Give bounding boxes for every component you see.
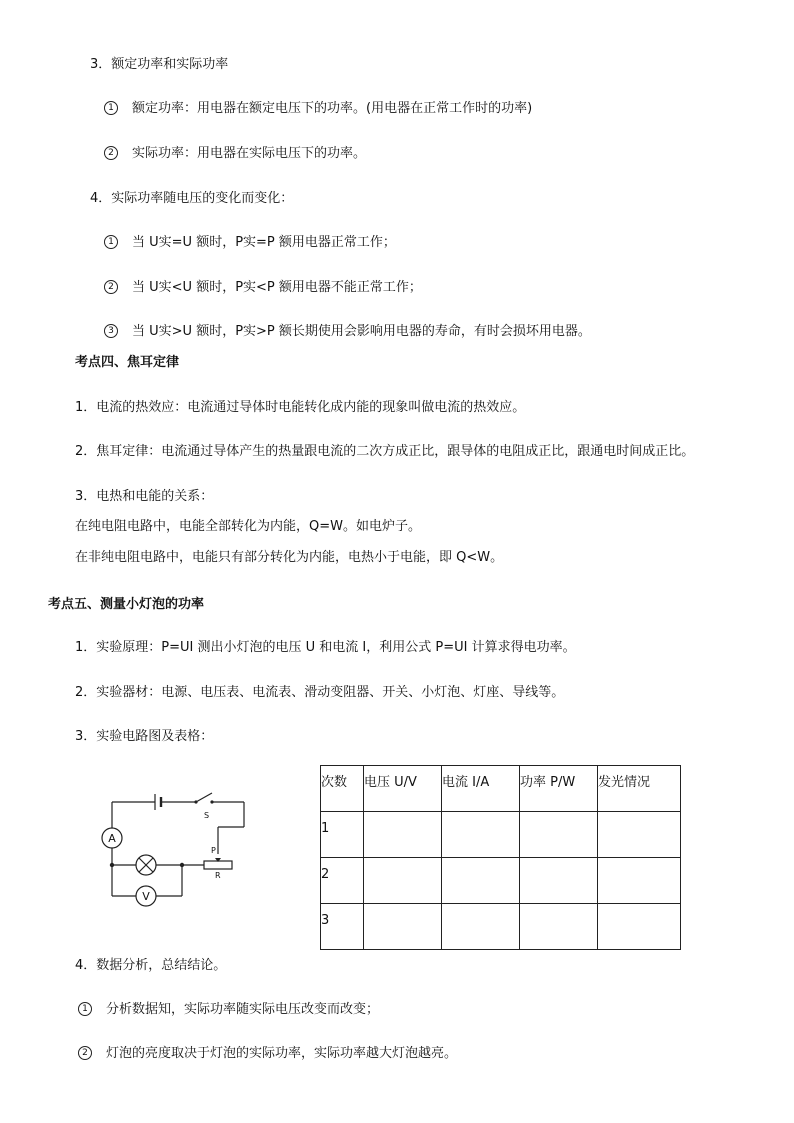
table-row <box>321 858 681 904</box>
table-cell: 2 <box>321 858 364 904</box>
ammeter-label: A <box>108 832 116 845</box>
table-cell <box>520 904 598 950</box>
switch-label: S <box>204 811 210 820</box>
table-cell <box>520 812 598 858</box>
paragraph: 2．焦耳定律：电流通过导体产生的热量跟电流的二次方成正比，跟导体的电阻成正比，跟通电时间成正比。 <box>75 444 695 459</box>
list-item-text: 灯泡的亮度取决于灯泡的实际功率，实际功率越大灯泡越亮。 <box>106 1046 458 1061</box>
list-item-text: 额定功率：用电器在额定电压下的功率。(用电器在正常工作时的功率) <box>132 101 533 116</box>
list-item <box>78 1045 457 1063</box>
rheostat-symbol <box>204 861 232 869</box>
heading-kaodian-5: 考点五、测量小灯泡的功率 <box>48 597 205 612</box>
paragraph: 4．数据分析，总结结论。 <box>75 958 227 973</box>
circled-number: 1 <box>104 235 118 249</box>
circuit-diagram <box>100 790 250 915</box>
table-cell <box>442 812 520 858</box>
slider-label: P <box>211 846 216 855</box>
circled-number: 1 <box>104 101 118 115</box>
list-item <box>78 1001 379 1019</box>
section-4-title: 4．实际功率随电压的变化而变化： <box>90 191 294 206</box>
table-cell: 3 <box>321 904 364 950</box>
list-item-text: 当 U实=U 额时，P实=P 额用电器正常工作； <box>132 235 396 250</box>
switch-contact <box>210 800 213 803</box>
paragraph: 在非纯电阻电路中，电能只有部分转化为内能，电热小于电能，即 Q<W。 <box>75 550 504 565</box>
paragraph: 2．实验器材：电源、电压表、电流表、滑动变阻器、开关、小灯泡、灯座、导线等。 <box>75 685 565 700</box>
table-cell <box>364 904 442 950</box>
list-item-text: 实际功率：用电器在实际电压下的功率。 <box>132 146 367 161</box>
table-row <box>321 812 681 858</box>
table-header-cell: 电压 U/V <box>364 766 442 812</box>
resistor-label: R <box>215 871 221 880</box>
table-header-cell: 功率 P/W <box>520 766 598 812</box>
paragraph: 3．电热和电能的关系： <box>75 489 214 504</box>
junction-dot <box>180 863 184 867</box>
circled-number: 1 <box>78 1002 92 1016</box>
voltmeter-label: V <box>142 890 150 903</box>
list-item <box>104 100 532 118</box>
table-cell <box>598 904 681 950</box>
list-item-text: 当 U实>U 额时，P实>P 额长期使用会影响用电器的寿命，有时会损坏用电器。 <box>132 324 591 339</box>
circled-number: 2 <box>104 280 118 294</box>
table-header-cell: 发光情况 <box>598 766 681 812</box>
section-3-title: 3．额定功率和实际功率 <box>90 57 229 72</box>
circled-number: 2 <box>104 146 118 160</box>
list-item <box>104 234 396 252</box>
table-cell <box>364 812 442 858</box>
table-cell <box>598 812 681 858</box>
table-cell <box>442 904 520 950</box>
table-header-cell: 次数 <box>321 766 364 812</box>
circled-number: 2 <box>78 1046 92 1060</box>
heading-kaodian-4: 考点四、焦耳定律 <box>75 355 180 370</box>
table-cell <box>364 858 442 904</box>
list-item <box>104 145 366 163</box>
table-header-row <box>321 766 681 812</box>
data-table <box>320 765 681 950</box>
paragraph: 在纯电阻电路中，电能全部转化为内能，Q=W。如电炉子。 <box>75 519 421 534</box>
table-cell <box>442 858 520 904</box>
table-cell <box>520 858 598 904</box>
paragraph: 1．电流的热效应：电流通过导体时电能转化成内能的现象叫做电流的热效应。 <box>75 400 526 415</box>
list-item <box>104 323 591 341</box>
list-item-text: 当 U实<U 额时，P实<P 额用电器不能正常工作； <box>132 280 422 295</box>
list-item <box>104 279 422 297</box>
paragraph: 1．实验原理：P=UI 测出小灯泡的电压 U 和电流 I，利用公式 P=UI 计算求得电功率。 <box>75 640 576 655</box>
switch-contact <box>194 800 197 803</box>
switch-blade <box>196 793 212 802</box>
table-cell <box>598 858 681 904</box>
junction-dot <box>110 863 114 867</box>
table-header-cell: 电流 I/A <box>442 766 520 812</box>
circled-number: 3 <box>104 324 118 338</box>
list-item-text: 分析数据知，实际功率随实际电压改变而改变； <box>106 1002 380 1017</box>
table-cell: 1 <box>321 812 364 858</box>
paragraph: 3．实验电路图及表格： <box>75 729 214 744</box>
table-row <box>321 904 681 950</box>
